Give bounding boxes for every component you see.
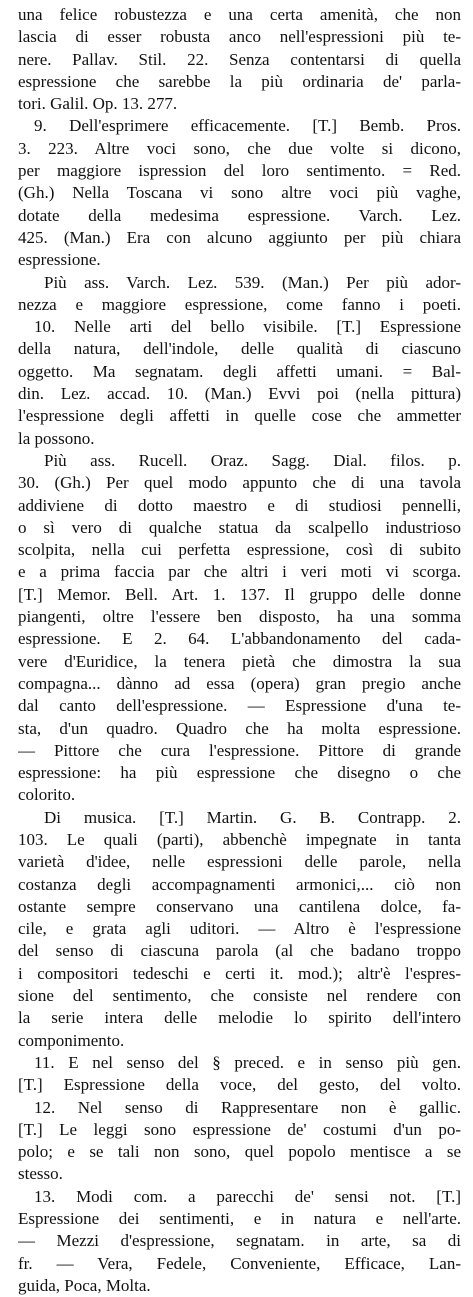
text-line: Più ass. Varch. Lez. 539. (Man.) Per più ador- (44, 272, 461, 292)
text-line: o sì vero di qualche statua da scalpello industrioso (18, 517, 461, 537)
text-line: [T.] Memor. Bell. Art. 1. 137. Il gruppo delle donne (18, 584, 461, 604)
text-line: costanza degli accompagnamenti armonici,... ciò non (18, 874, 461, 894)
text-line: cile, e grata agli uditori. — Altro è l'espressione (18, 919, 461, 939)
text-line: e a prima faccia par che altri i veri moti vi scorga. (18, 562, 461, 582)
text-line: la serie intera delle melodie lo spirito dell'intero (18, 1008, 461, 1028)
text-line: nezza e maggiore espressione, come fanno i poeti. (18, 294, 461, 314)
text-line: nere. Pallav. Stil. 22. Senza contentarsi di quella (18, 49, 461, 69)
text-line: sione del sentimento, che consiste nel rendere con (18, 986, 461, 1006)
text-line: — Mezzi d'espressione, segnatam. in arte, sa di (18, 1231, 461, 1251)
text-line: compagna... dànno ad essa (opera) gran pregio anche (18, 673, 461, 693)
text-line: della natura, dell'indole, delle qualità di ciascuno (18, 339, 461, 359)
text-line: guida, Poca, Molta. (18, 1275, 151, 1295)
section-heading-9: 9. Dell'esprimere efficacemente. [T.] Bemb. Pros. (34, 116, 461, 136)
text-line: addiviene di dotto maestro e di studiosi pennelli, (18, 495, 461, 515)
text-line: tori. Galil. Op. 13. 277. (18, 94, 178, 114)
text-line: sta, d'un quadro. Quadro che ha molta espressione. (18, 718, 461, 738)
text-line: Espressione dei sentimenti, e in natura e nell'arte. (18, 1209, 461, 1229)
text-line: una felice robustezza e una certa amenità, che non (18, 5, 461, 24)
section-heading-13: 13. Modi com. a parecchi de' sensi not. [T.] (34, 1186, 461, 1206)
text-line: scolpita, nella cui perfetta espressione, così di subito (18, 540, 461, 560)
text-line: espressione: ha più espressione che disegno o che (18, 763, 461, 783)
text-line: colorito. (18, 785, 76, 805)
text-line: din. Lez. accad. 10. (Man.) Evvi poi (nella pittura) (18, 384, 461, 404)
text-line: dal canto dell'espressione. — Espressione d'una te- (18, 696, 461, 716)
text-line: i compositori tedeschi e certi it. mod.); altr'è l'espres- (18, 963, 461, 983)
section-heading-10: 10. Nelle arti del bello visibile. [T.] Espressione (34, 317, 461, 337)
text-line: varietà d'idee, nelle espressioni delle parole, nella (18, 852, 461, 872)
text-line: piangenti, oltre l'essere ben disposto, ha una somma (18, 607, 461, 627)
text-line: [T.] Le leggi sono espressione de' costumi d'un po- (18, 1119, 461, 1139)
text-line: (Gh.) Nella Toscana vi sono altre voci più vaghe, (18, 183, 461, 203)
text-line: ostante sempre conservano una cantilena dolce, fa- (18, 896, 461, 916)
text-line: l'espressione degli affetti in quelle cose che ammetter (18, 406, 461, 426)
text-line: dotate della medesima espressione. Varch. Lez. (18, 205, 461, 225)
text-line: 30. (Gh.) Per quel modo appunto che di una tavola (18, 473, 461, 493)
text-line: componimento. (18, 1030, 125, 1050)
text-line: — Pittore che cura l'espressione. Pittore di grande (18, 740, 461, 760)
text-line: stesso. (18, 1164, 63, 1184)
text-line: la possono. (18, 428, 95, 448)
text-line: oggetto. Ma segnatam. degli affetti umani. = Bal- (18, 361, 461, 381)
text-line: espressione. E 2. 64. L'abbandonamento del cada- (18, 629, 461, 649)
text-line: vere d'Euridice, la tenera pietà che dimostra la sua (18, 651, 461, 671)
text-line: Più ass. Rucell. Oraz. Sagg. Dial. filos. p. (44, 450, 461, 470)
text-line: 3. 223. Altre voci sono, che due volte si dicono, (18, 138, 461, 158)
text-line: 103. Le quali (parti), abbenchè impegnate in tanta (18, 829, 461, 849)
text-line: 425. (Man.) Era con alcuno aggiunto per più chiara (18, 227, 461, 247)
text-line: del senso di ciascuna parola (al che badano troppo (18, 941, 461, 961)
text-line: lascia di esser robusta anco nell'espressioni più te- (18, 27, 461, 47)
text-line: fr. — Vera, Fedele, Conveniente, Efficace, Lan- (18, 1253, 461, 1273)
text-line: Di musica. [T.] Martin. G. B. Contrapp. 2. (44, 807, 461, 827)
text-line: espressione che sarebbe la più ordinaria de' parla- (18, 71, 461, 91)
text-line: espressione. (18, 250, 101, 270)
text-line: [T.] Espressione della voce, del gesto, del volto. (18, 1075, 461, 1095)
text-line: per maggiore ispression del loro sentimento. = Red. (18, 161, 461, 181)
text-line: polo; e se tali non sono, quel popolo mentisce a se (18, 1142, 461, 1162)
section-heading-11: 11. E nel senso del § preced. e in senso più gen. (34, 1052, 461, 1072)
section-heading-12: 12. Nel senso di Rappresentare non è gallic. (34, 1097, 461, 1117)
